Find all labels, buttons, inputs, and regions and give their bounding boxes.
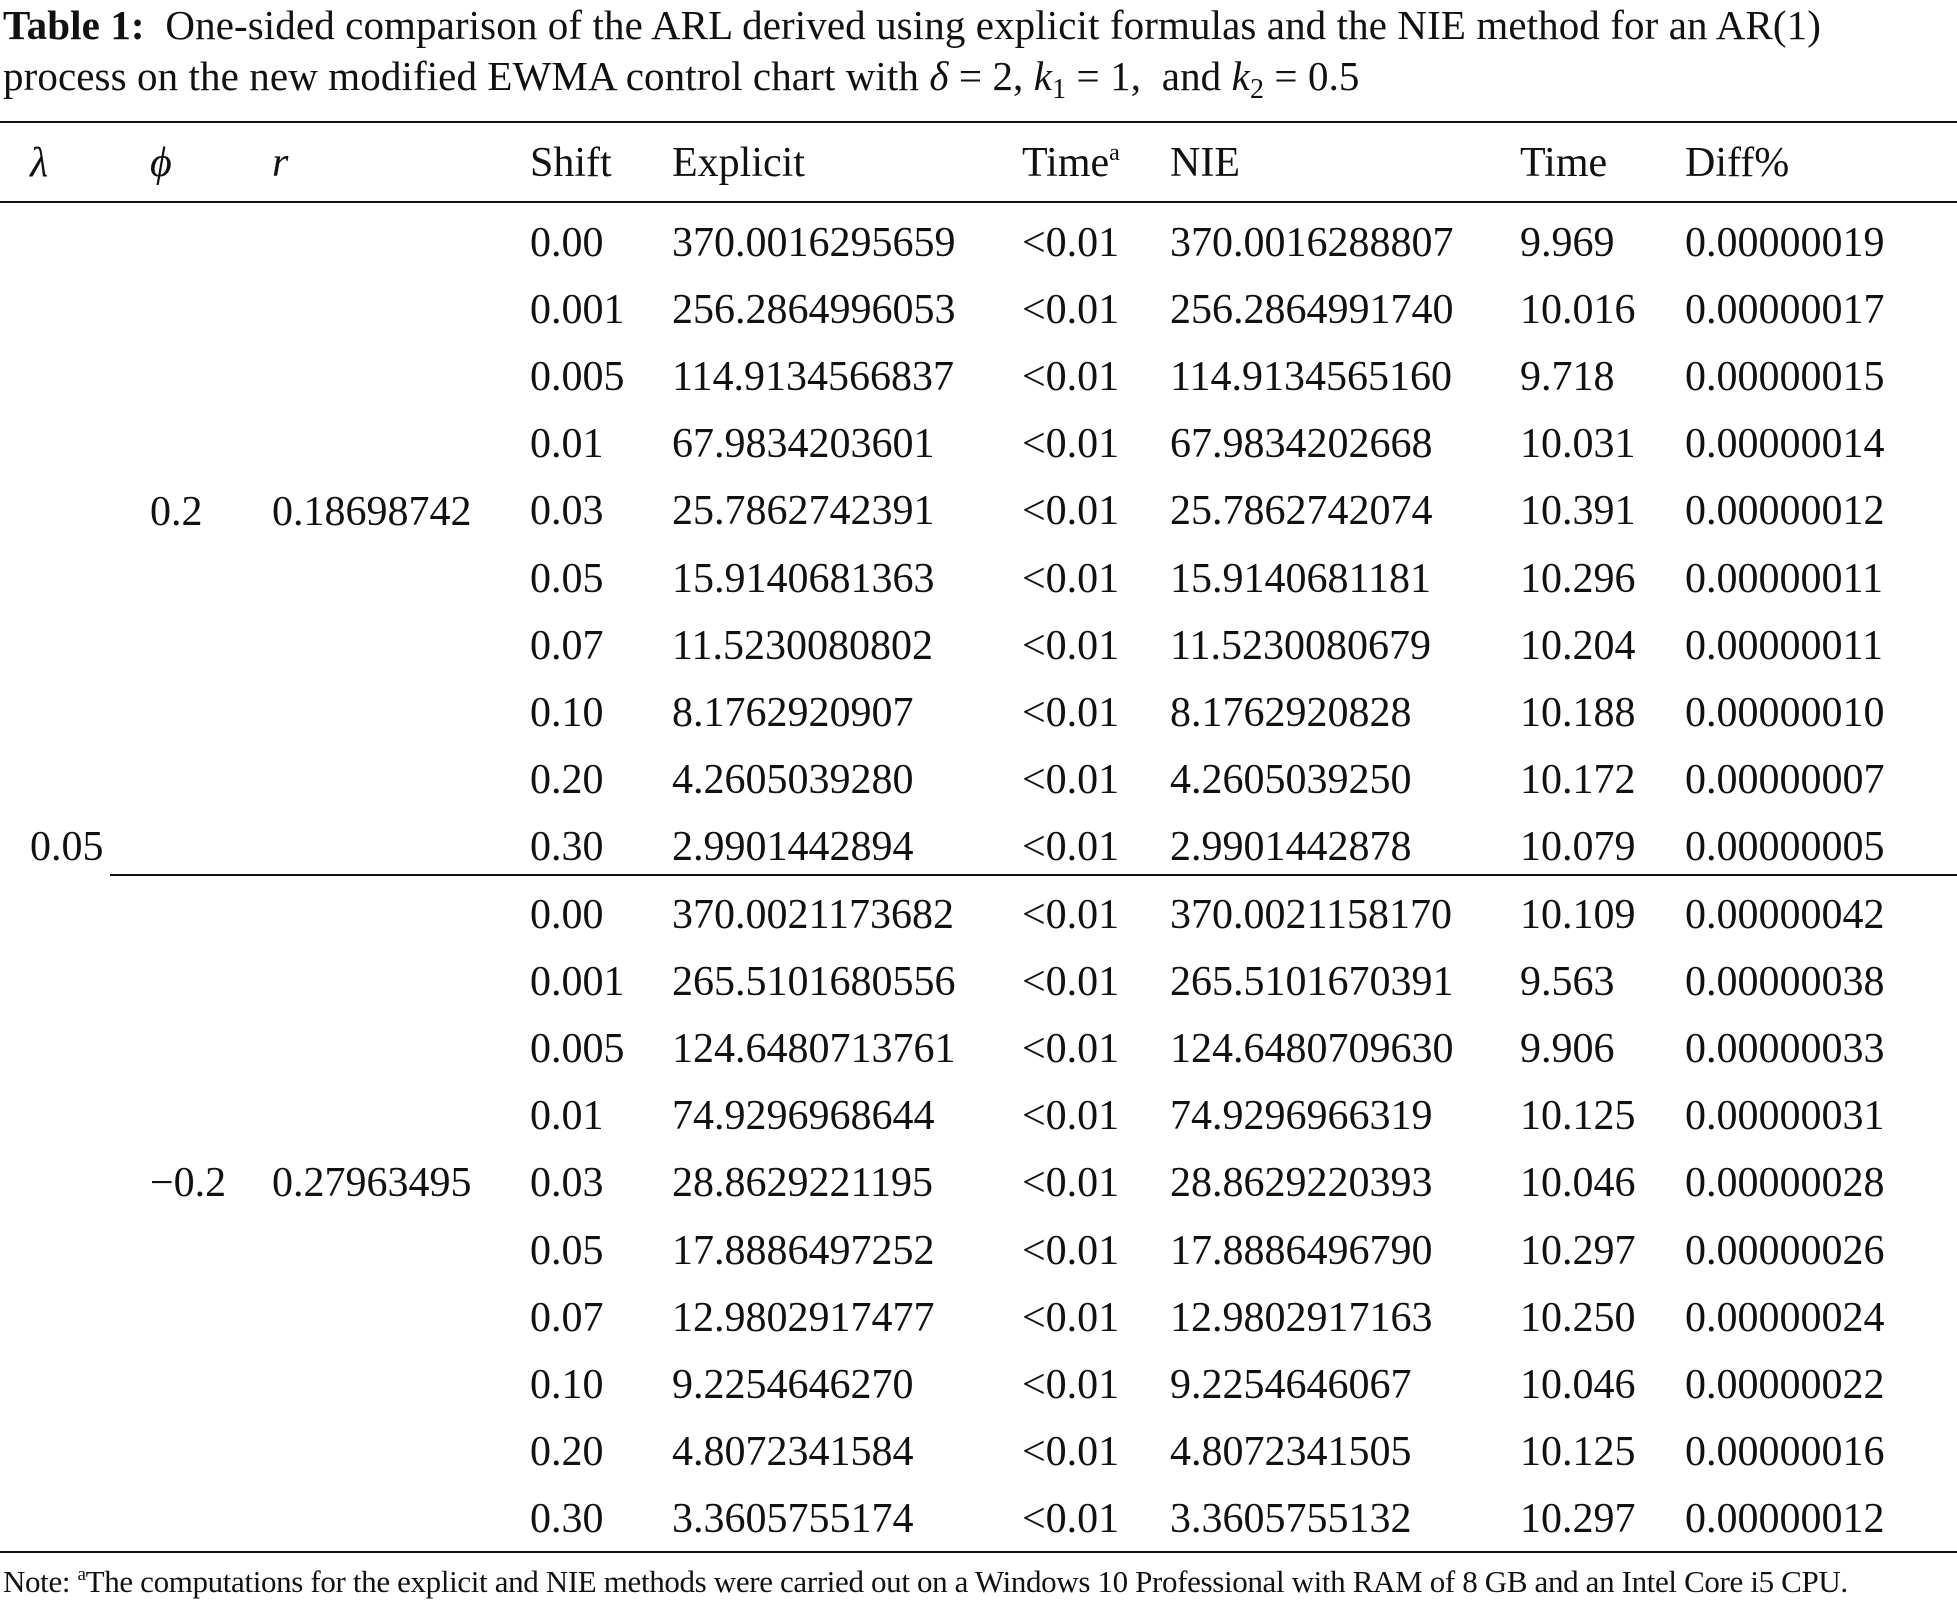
cell-nie: 370.0021158170: [1170, 892, 1452, 938]
cell-time: 9.906: [1520, 1026, 1615, 1072]
cell-nie: 4.2605039250: [1170, 757, 1412, 803]
cell-time-a: <0.01: [1022, 1295, 1120, 1341]
cell-shift: 0.10: [530, 690, 604, 736]
cell-time-a: <0.01: [1022, 1093, 1120, 1139]
cell-explicit: 17.8886497252: [672, 1228, 935, 1274]
cell-time: 10.250: [1520, 1295, 1636, 1341]
group-separator-rule: [110, 874, 1957, 876]
table-caption: [3, 0, 1953, 105]
header-phi: ϕ: [150, 140, 172, 186]
cell-shift: 0.03: [530, 488, 604, 534]
cell-nie: 256.2864991740: [1170, 287, 1454, 333]
cell-nie: 3.3605755132: [1170, 1496, 1412, 1542]
cell-time-a: <0.01: [1022, 1026, 1120, 1072]
cell-diff: 0.00000033: [1685, 1026, 1885, 1072]
cell-diff: 0.00000014: [1685, 421, 1885, 467]
cell-time-a: <0.01: [1022, 1496, 1120, 1542]
cell-shift: 0.001: [530, 287, 625, 333]
cell-shift: 0.20: [530, 757, 604, 803]
cell-explicit: 124.6480713761: [672, 1026, 956, 1072]
cell-shift: 0.00: [530, 220, 604, 266]
cell-explicit: 25.7862742391: [672, 488, 935, 534]
header-lambda: λ: [30, 140, 49, 186]
note-sup: a: [77, 1564, 86, 1585]
cell-diff: 0.00000019: [1685, 220, 1885, 266]
cell-nie: 17.8886496790: [1170, 1228, 1433, 1274]
cell-time-a: <0.01: [1022, 690, 1120, 736]
cell-shift: 0.005: [530, 354, 625, 400]
cell-nie: 67.9834202668: [1170, 421, 1433, 467]
cell-diff: 0.00000028: [1685, 1160, 1885, 1206]
cell-time: 10.109: [1520, 892, 1636, 938]
cell-explicit: 12.9802917477: [672, 1295, 935, 1341]
cell-nie: 4.8072341505: [1170, 1429, 1412, 1475]
cell-time: 10.016: [1520, 287, 1636, 333]
caption-text-1: One-sided comparison of the ARL derived using explicit formulas and the NIE method for an AR(1): [165, 2, 1821, 48]
caption-and: and: [1161, 53, 1222, 99]
cell-time: 10.046: [1520, 1160, 1636, 1206]
cell-time-a: <0.01: [1022, 220, 1120, 266]
cell-explicit: 370.0021173682: [672, 892, 954, 938]
cell-nie: 2.9901442878: [1170, 824, 1412, 870]
cell-time: 10.204: [1520, 623, 1636, 669]
table-header-rule: [0, 201, 1957, 203]
header-r: r: [272, 140, 289, 186]
group-1-r: 0.18698742: [272, 489, 472, 535]
group-1-phi: 0.2: [150, 489, 203, 535]
cell-time-a: <0.01: [1022, 1228, 1120, 1274]
cell-time: 9.718: [1520, 354, 1615, 400]
cell-time-a: <0.01: [1022, 824, 1120, 870]
group-2-phi: −0.2: [150, 1160, 227, 1206]
cell-nie: 8.1762920828: [1170, 690, 1412, 736]
cell-shift: 0.07: [530, 623, 604, 669]
group-2-r: 0.27963495: [272, 1160, 472, 1206]
cell-time-a: <0.01: [1022, 1362, 1120, 1408]
note-text: The computations for the explicit and NIE methods were carried out on a Windows 10 Professional with RAM of 8 GB and an Intel Core i5 CPU.: [85, 1564, 1848, 1599]
cell-explicit: 28.8629221195: [672, 1160, 933, 1206]
cell-explicit: 8.1762920907: [672, 690, 914, 736]
header-time: Time: [1520, 140, 1608, 186]
cell-explicit: 370.0016295659: [672, 220, 956, 266]
cell-diff: 0.00000031: [1685, 1093, 1885, 1139]
cell-time-a: <0.01: [1022, 287, 1120, 333]
cell-time: 10.046: [1520, 1362, 1636, 1408]
cell-explicit: 265.5101680556: [672, 959, 956, 1005]
cell-time-a: <0.01: [1022, 892, 1120, 938]
cell-explicit: 74.9296968644: [672, 1093, 935, 1139]
cell-explicit: 2.9901442894: [672, 824, 914, 870]
cell-nie: 9.2254646067: [1170, 1362, 1412, 1408]
cell-time-a: <0.01: [1022, 1160, 1120, 1206]
cell-shift: 0.01: [530, 421, 604, 467]
cell-diff: 0.00000012: [1685, 488, 1885, 534]
cell-diff: 0.00000012: [1685, 1496, 1885, 1542]
cell-explicit: 4.2605039280: [672, 757, 914, 803]
cell-diff: 0.00000016: [1685, 1429, 1885, 1475]
cell-time-a: <0.01: [1022, 623, 1120, 669]
cell-time: 9.563: [1520, 959, 1615, 1005]
cell-nie: 25.7862742074: [1170, 488, 1433, 534]
caption-delta: δ = 2,: [929, 53, 1024, 99]
cell-nie: 114.9134565160: [1170, 354, 1452, 400]
cell-shift: 0.07: [530, 1295, 604, 1341]
cell-time: 10.172: [1520, 757, 1636, 803]
cell-time-a: <0.01: [1022, 421, 1120, 467]
cell-diff: 0.00000022: [1685, 1362, 1885, 1408]
cell-diff: 0.00000017: [1685, 287, 1885, 333]
cell-explicit: 67.9834203601: [672, 421, 935, 467]
table-top-rule: [0, 121, 1957, 123]
cell-time-a: <0.01: [1022, 1429, 1120, 1475]
cell-nie: 28.8629220393: [1170, 1160, 1433, 1206]
cell-explicit: 3.3605755174: [672, 1496, 914, 1542]
cell-time: 10.125: [1520, 1429, 1636, 1475]
cell-explicit: 4.8072341584: [672, 1429, 914, 1475]
table-note: [3, 1563, 1848, 1601]
caption-k2: $k_2 = 0.5$: [1231, 53, 1360, 105]
cell-shift: 0.05: [530, 556, 604, 602]
cell-time-a: <0.01: [1022, 959, 1120, 1005]
cell-time-a: <0.01: [1022, 354, 1120, 400]
cell-shift: 0.10: [530, 1362, 604, 1408]
cell-shift: 0.005: [530, 1026, 625, 1072]
cell-time: 10.297: [1520, 1228, 1636, 1274]
caption-line-1: [3, 0, 1953, 51]
cell-time-a: <0.01: [1022, 488, 1120, 534]
cell-explicit: 9.2254646270: [672, 1362, 914, 1408]
caption-k1: $k_1 = 1$,: [1033, 53, 1142, 105]
cell-diff: 0.00000015: [1685, 354, 1885, 400]
cell-diff: 0.00000011: [1685, 623, 1883, 669]
header-nie: NIE: [1170, 140, 1240, 186]
cell-nie: 265.5101670391: [1170, 959, 1454, 1005]
cell-time: 10.031: [1520, 421, 1636, 467]
cell-time: 9.969: [1520, 220, 1615, 266]
cell-nie: 12.9802917163: [1170, 1295, 1433, 1341]
cell-nie: 370.0016288807: [1170, 220, 1454, 266]
note-prefix: Note:: [3, 1564, 78, 1599]
caption-label: Table 1:: [3, 2, 145, 48]
header-time-a: Time$^a$: [1022, 140, 1120, 186]
caption-line-2: [3, 51, 1953, 105]
table-bottom-rule: [0, 1551, 1957, 1553]
cell-shift: 0.30: [530, 824, 604, 870]
cell-diff: 0.00000011: [1685, 556, 1883, 602]
cell-explicit: 114.9134566837: [672, 354, 954, 400]
cell-diff: 0.00000042: [1685, 892, 1885, 938]
cell-nie: 11.5230080679: [1170, 623, 1431, 669]
cell-time: 10.079: [1520, 824, 1636, 870]
header-diff: Diff%: [1685, 140, 1790, 186]
cell-time: 10.188: [1520, 690, 1636, 736]
cell-nie: 124.6480709630: [1170, 1026, 1454, 1072]
lambda-value: 0.05: [30, 824, 104, 870]
header-shift: Shift: [530, 140, 612, 186]
cell-shift: 0.30: [530, 1496, 604, 1542]
cell-shift: 0.20: [530, 1429, 604, 1475]
cell-diff: 0.00000026: [1685, 1228, 1885, 1274]
cell-time: 10.297: [1520, 1496, 1636, 1542]
cell-time: 10.296: [1520, 556, 1636, 602]
cell-nie: 74.9296966319: [1170, 1093, 1433, 1139]
cell-time: 10.391: [1520, 488, 1636, 534]
header-explicit: Explicit: [672, 140, 805, 186]
cell-shift: 0.001: [530, 959, 625, 1005]
cell-shift: 0.01: [530, 1093, 604, 1139]
cell-shift: 0.05: [530, 1228, 604, 1274]
cell-shift: 0.03: [530, 1160, 604, 1206]
cell-time-a: <0.01: [1022, 757, 1120, 803]
cell-diff: 0.00000005: [1685, 824, 1885, 870]
cell-time: 10.125: [1520, 1093, 1636, 1139]
cell-nie: 15.9140681181: [1170, 556, 1431, 602]
cell-shift: 0.00: [530, 892, 604, 938]
cell-diff: 0.00000024: [1685, 1295, 1885, 1341]
cell-diff: 0.00000007: [1685, 757, 1885, 803]
caption-text-2: process on the new modified EWMA control chart with: [3, 53, 919, 99]
cell-diff: 0.00000010: [1685, 690, 1885, 736]
cell-explicit: 11.5230080802: [672, 623, 933, 669]
cell-time-a: <0.01: [1022, 556, 1120, 602]
cell-explicit: 256.2864996053: [672, 287, 956, 333]
cell-diff: 0.00000038: [1685, 959, 1885, 1005]
header-time-a-sup: a: [1109, 140, 1120, 166]
cell-explicit: 15.9140681363: [672, 556, 935, 602]
